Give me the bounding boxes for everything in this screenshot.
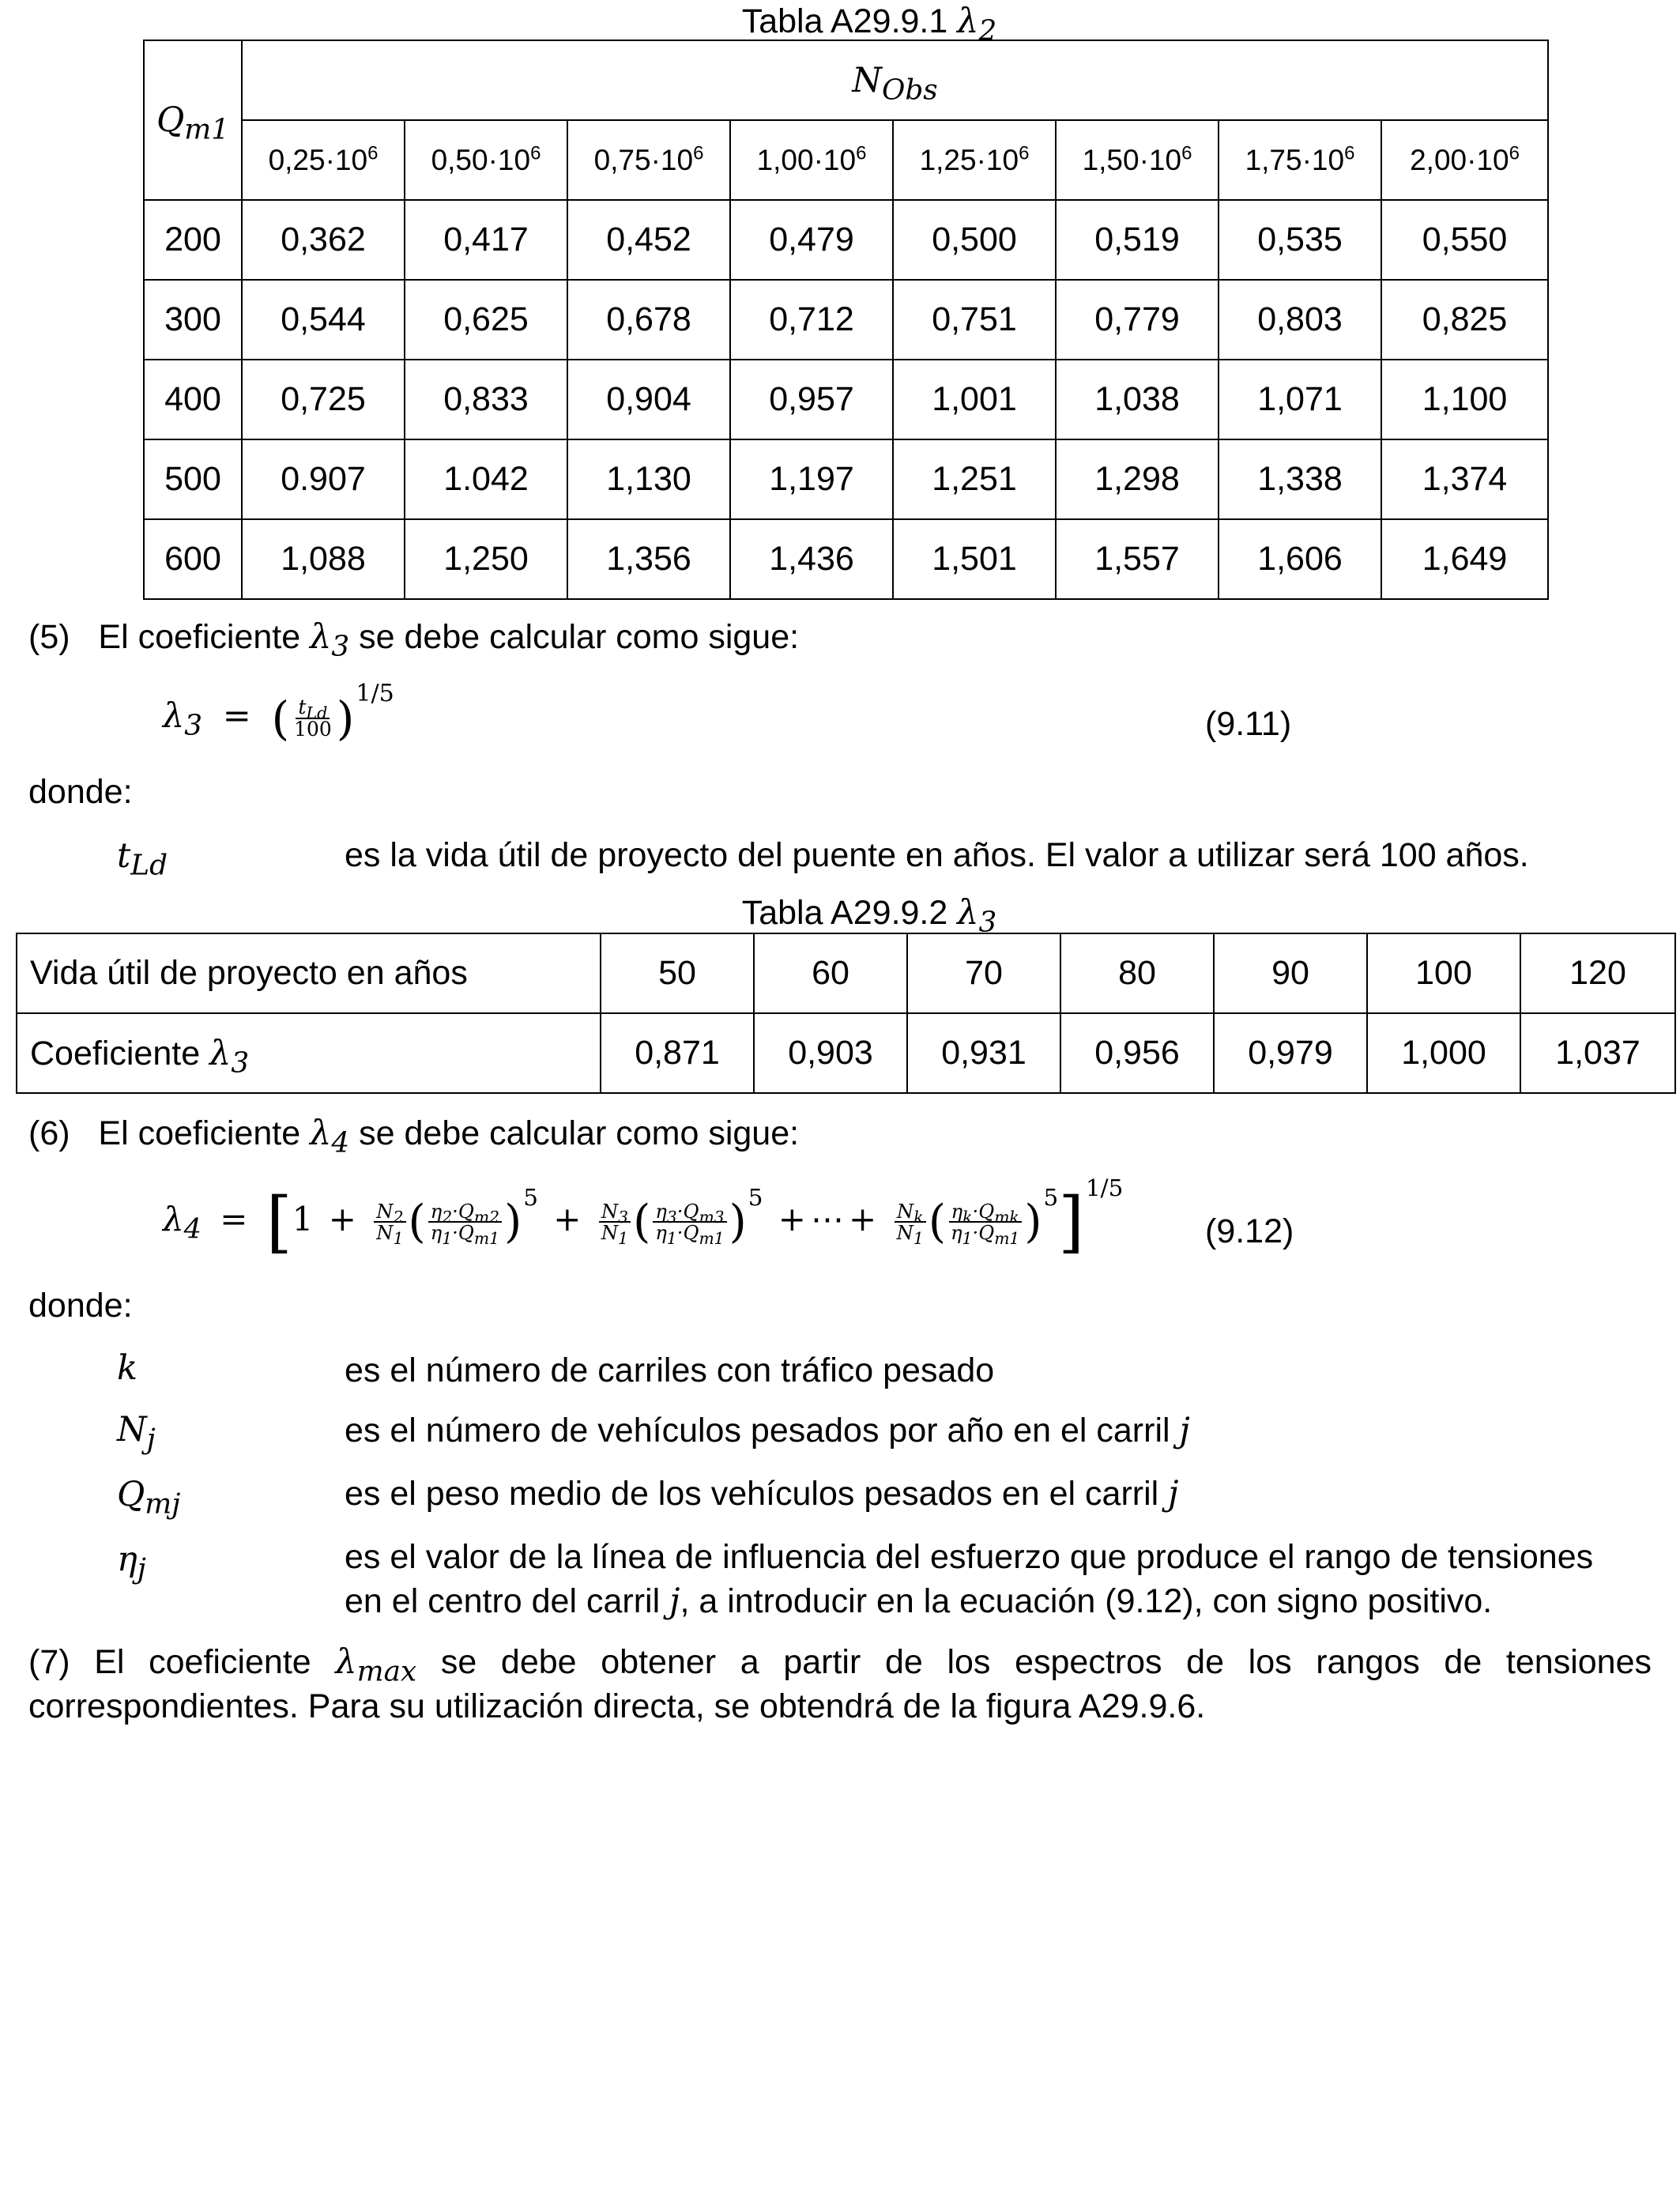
col-group-nobs: $N_{Obs}$: [242, 40, 1548, 120]
cell: 1,038: [1056, 360, 1219, 439]
cell: 1,250: [405, 519, 567, 599]
cell: 0,535: [1219, 200, 1381, 280]
cell: 1.042: [405, 439, 567, 519]
def-symbol-k: k: [117, 1348, 138, 1388]
def-symbol-tld: $t_{Ld}$: [117, 836, 168, 882]
table-row: [144, 200, 1548, 280]
cell: 1,100: [1381, 360, 1548, 439]
def-symbol-qmj: $Q_{mj}$: [117, 1475, 181, 1521]
cell: 0,519: [1056, 200, 1219, 280]
table-row: [144, 519, 1548, 599]
table2-caption: Tabla A29.9.2 $\lambda_3$: [741, 893, 997, 939]
paragraph-6: (6) El coeficiente $\lambda_4$ se debe calcular como sigue:: [28, 1114, 800, 1159]
def-text-etaj: es el valor de la línea de influencia del esfuerzo que produce el rango de tensiones en el centro del carril j, a introducir en la ecuación (9.12), con signo positivo.: [345, 1538, 1594, 1621]
cell: 0,500: [893, 200, 1056, 280]
column-header: $1,50\cdot 10^6$: [1056, 120, 1219, 200]
cell: 50: [601, 933, 754, 1013]
cell: 0,779: [1056, 280, 1219, 360]
cell: 0,725: [242, 360, 405, 439]
donde-label-1: donde:: [28, 773, 133, 811]
cell: 1,071: [1219, 360, 1381, 439]
cell: 100: [1367, 933, 1520, 1013]
cell: 0,979: [1214, 1013, 1367, 1093]
column-header: $1,25\cdot 10^6$: [893, 120, 1056, 200]
cell: 1,338: [1219, 439, 1381, 519]
donde-label-2: donde:: [28, 1287, 133, 1325]
cell: 70: [907, 933, 1060, 1013]
cell: 120: [1520, 933, 1675, 1013]
column-header: $0,50\cdot 10^6$: [405, 120, 567, 200]
table-row: [144, 439, 1548, 519]
equation-9-11: $\lambda_3$ = ( $\frac{t_{Ld}}{100}$ )$^{1/5}$: [163, 680, 394, 746]
cell: 0,825: [1381, 280, 1548, 360]
row-header-qm1: $Q_{m1}$: [144, 40, 242, 200]
paragraph-7: (7) El coeficiente $\lambda_{max}$ se debe obtener a partir de los espectros de los rangos de tensiones correspondientes. Para su utilización directa, se obtendrá de la figura A29.9.6.: [28, 1642, 1652, 1725]
cell: 0,871: [601, 1013, 754, 1093]
cell: 1,130: [567, 439, 730, 519]
cell: 0,452: [567, 200, 730, 280]
table-row: [17, 1013, 1675, 1093]
table1-caption: Tabla A29.9.1 $\lambda_2$: [741, 2, 997, 47]
row-label: 500: [144, 439, 242, 519]
cell: 1,501: [893, 519, 1056, 599]
cell: 1,000: [1367, 1013, 1520, 1093]
cell: 90: [1214, 933, 1367, 1013]
cell: 60: [754, 933, 907, 1013]
def-symbol-etaj: $\eta_j$: [117, 1540, 146, 1585]
def-symbol-nj: $N_j$: [117, 1410, 156, 1456]
cell: 1,001: [893, 360, 1056, 439]
cell: 1,649: [1381, 519, 1548, 599]
row-label: 600: [144, 519, 242, 599]
row-label: Vida útil de proyecto en años: [17, 933, 601, 1013]
cell: 0.907: [242, 439, 405, 519]
cell: 1,557: [1056, 519, 1219, 599]
cell: 80: [1060, 933, 1214, 1013]
column-header: $2,00\cdot 10^6$: [1381, 120, 1548, 200]
row-label: 300: [144, 280, 242, 360]
column-header: $1,00\cdot 10^6$: [730, 120, 893, 200]
table-lambda2: [143, 40, 1549, 600]
table-row: [144, 280, 1548, 360]
cell: 0,550: [1381, 200, 1548, 280]
equation-9-11-label: (9.11): [1205, 705, 1292, 743]
cell: 0,362: [242, 200, 405, 280]
table-lambda3: [16, 933, 1676, 1094]
column-header: $1,75\cdot 10^6$: [1219, 120, 1381, 200]
cell: 0,479: [730, 200, 893, 280]
cell: 1,037: [1520, 1013, 1675, 1093]
cell: 0,904: [567, 360, 730, 439]
table-row: [17, 933, 1675, 1013]
cell: 0,751: [893, 280, 1056, 360]
cell: 1,197: [730, 439, 893, 519]
def-text-tld: es la vida útil de proyecto del puente en años. El valor a utilizar será 100 años.: [345, 836, 1529, 874]
row-label: 200: [144, 200, 242, 280]
column-headers: [144, 120, 1548, 200]
cell: 0,678: [567, 280, 730, 360]
cell: 0,712: [730, 280, 893, 360]
def-text-k: es el número de carriles con tráfico pesado: [345, 1351, 995, 1389]
cell: 0,931: [907, 1013, 1060, 1093]
cell: 0,833: [405, 360, 567, 439]
cell: 0,903: [754, 1013, 907, 1093]
paragraph-5: (5) El coeficiente $\lambda_3$ se debe calcular como sigue:: [28, 617, 800, 663]
cell: 1,374: [1381, 439, 1548, 519]
cell: 0,417: [405, 200, 567, 280]
column-header: $0,75\cdot 10^6$: [567, 120, 730, 200]
cell: 1,356: [567, 519, 730, 599]
cell: 0,803: [1219, 280, 1381, 360]
def-text-nj: es el número de vehículos pesados por año en el carril j: [345, 1411, 1190, 1450]
cell: 0,957: [730, 360, 893, 439]
equation-9-12-label: (9.12): [1205, 1212, 1294, 1250]
column-header: $0,25\cdot 10^6$: [242, 120, 405, 200]
row-label: 400: [144, 360, 242, 439]
table-row: [144, 360, 1548, 439]
row-label: Coeficiente $\lambda_3$: [17, 1013, 601, 1093]
cell: 1,088: [242, 519, 405, 599]
def-text-qmj: es el peso medio de los vehículos pesados en el carril j: [345, 1474, 1179, 1514]
cell: 0,625: [405, 280, 567, 360]
cell: 1,436: [730, 519, 893, 599]
cell: 1,251: [893, 439, 1056, 519]
cell: 1,298: [1056, 439, 1219, 519]
equation-9-12: $\lambda_4 = [1$ + $\frac{N_2}{N_1}$ ( $\frac{\eta_2\cdot Q_{m2}}{\eta_1\cdot Q_{m1}}$ )$^5$ + $\frac{N_3}{N_1}$ ( $\frac{\eta_3\cdot Q_{m3}}{\eta_1\cdot Q_{m1}}$ )$^5$ + ⋯ + $\frac{N_k}{N_1}$ ( $\frac{\eta_k\cdot Q_{mk}}{\eta_1\cdot Q_{m1}}$ )$^5$]$^{1/5}$: [163, 1174, 1124, 1261]
cell: 0,956: [1060, 1013, 1214, 1093]
cell: 1,606: [1219, 519, 1381, 599]
cell: 0,544: [242, 280, 405, 360]
